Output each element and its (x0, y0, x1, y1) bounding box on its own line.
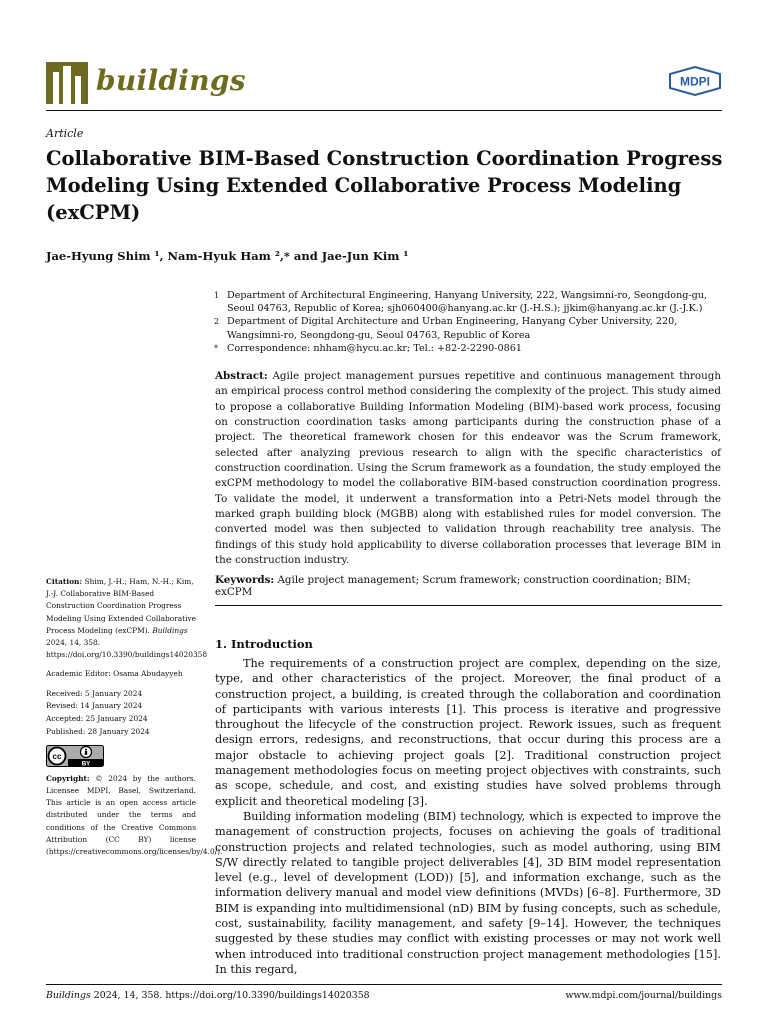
copyright-text: © 2024 by the authors. Licensee MDPI, Basel, Switzerland. This article is an open access article distributed under the terms and conditions of the Creative Commons Attribution (CC BY) license (https://creativecommons.org/licenses/by/4.0/). (46, 773, 223, 857)
footer-divider (46, 984, 722, 985)
article-title: Collaborative BIM-Based Construction Coordination Progress Modeling Using Extended Collaborative Process Modeling (exCPM) (46, 147, 723, 224)
cc-by-license-icon[interactable] (46, 745, 104, 767)
paragraph: Building information modeling (BIM) technology, which is expected to improve the management of construction projects, focuses on achieving the goals of traditional construction projects and related technologies, such as model authoring, using BIM S/W directly related to tangible project deliverables [4], 3D BIM model representation level (e.g., level of development (LOD)) [5], and information exchange, such as the information delivery manual and model view definitions (MVDs) [6–8]. Furthermore, 3D BIM is expanding into multidimensional (nD) BIM by fusing concepts, such as schedule, cost, sustainability, facility management, and safety [9–14]. However, the techniques suggested by these studies may conflict with existing processes or may not work well when introduced into traditional construction project management methodologies [15]. In this regard, (215, 809, 721, 976)
introduction-body (215, 656, 721, 977)
affiliation-marker: 2 (214, 317, 220, 327)
svg-text:cc: cc (52, 751, 62, 761)
affiliation-text: Department of Digital Architecture and Urban Engineering, Hanyang Cyber University, 220, Wangsimni-ro, Seongdong-gu, Seoul 04763, Republic of Korea (227, 316, 678, 341)
keywords-text: Agile project management; Scrum framework; construction coordination; BIM; exCPM (215, 574, 691, 598)
affiliation-marker: * (214, 343, 218, 353)
author-list: Jae-Hyung Shim ¹, Nam-Hyuk Ham ²,* and Jae-Jun Kim ¹ (46, 249, 409, 263)
published-date: Published: 28 January 2024 (46, 727, 150, 737)
editor-label: Academic Editor: (46, 669, 111, 679)
footer-citation (46, 990, 370, 1001)
affiliation-text: Department of Architectural Engineering, Hanyang University, 222, Wangsimni-ro, Seongdong-gu, Seoul 04763, Republic of Korea; sjh060400@hanyang.ac.kr (J.-H.S.); jjkim@hanyang.ac.kr (J.-J.K.) (227, 290, 707, 315)
buildings-journal-logo (46, 62, 88, 104)
academic-editor (46, 668, 196, 680)
correspondence-text: Correspondence: nhham@hycu.ac.kr; Tel.: +82-2-2290-0861 (227, 342, 522, 354)
abstract-divider (215, 605, 722, 606)
citation-doi: 2024, 14, 358. https://doi.org/10.3390/buildings14020358 (46, 638, 208, 660)
accepted-date: Accepted: 25 January 2024 (46, 714, 148, 724)
citation-text: Shim, J.-H.; Ham, N.-H.; Kim, J.-J. Collaborative BIM-Based Construction Coordination Progress Modeling Using Extended Collaborative Process Modeling (exCPM). (46, 577, 197, 635)
copyright-label: Copyright: (46, 773, 90, 783)
mdpi-logo (667, 66, 723, 96)
citation-journal: Buildings (152, 625, 188, 635)
copyright-notice (46, 773, 223, 858)
affiliation-1 (214, 289, 729, 315)
article-info-sidebar (46, 576, 223, 858)
received-date: Received: 5 January 2024 (46, 688, 143, 698)
header-divider (46, 110, 722, 111)
citation (46, 576, 208, 661)
license-badge-text: BY (81, 760, 91, 767)
revised-date: Revised: 14 January 2024 (46, 701, 143, 711)
footer-journal: Buildings (46, 990, 91, 1001)
article-dates (46, 688, 196, 739)
abstract-text: Agile project management pursues repetitive and continuous management through an empirical process control method considering the complexity of the project. This study aimed to propose a collaborative Building Information Modeling (BIM)-based work process, focusing on construction coordination tasks among participants during the construction phase of a project. The theoretical framework chosen for this endeavor was the Scrum framework, selected after analyzing previous research to align with the specific characteristics of construction coordination. Using the Scrum framework as a foundation, the study employed the exCPM methodology to model the collaborative BIM-based construction coordination progress. To validate the model, it underwent a transformation into a Petri-Nets model through the marked graph building block (MGBB) along with established rules for model conversion. The converted model was then subjected to validation through reachability tree analysis. The findings of this study hold applicability to diverse collaboration processes that leverage BIM in the construction industry. (215, 370, 721, 567)
citation-label: Citation: (46, 577, 83, 586)
editor-name: Osama Abudayyeh (113, 669, 183, 679)
journal-name: buildings (96, 64, 246, 97)
section-heading: 1. Introduction (215, 637, 313, 651)
correspondence (214, 342, 729, 355)
keywords (215, 574, 721, 598)
article-type: Article (46, 127, 84, 140)
paragraph: The requirements of a construction project are complex, depending on the size, type, and other characteristics of the project. Moreover, the final product of a construction project, a building, is created through the collaboration and coordination of participants with various interests [1]. This process is iterative and progressive throughout the lifecycle of the construction project. Rework issues, such as frequent design errors, redesigns, and reconstructions, that occur during this process are a major obstacle to achieving project goals [2]. Traditional construction project management methodologies focus on meeting project objectives with constraints, such as scope, schedule, and cost, and existing studies have solved problems through explicit and theoretical modeling [3]. (215, 657, 721, 808)
affiliation-2 (214, 315, 729, 341)
footer-journal-url[interactable]: www.mdpi.com/journal/buildings (565, 990, 722, 1001)
affiliation-marker: 1 (214, 291, 220, 300)
publisher-name: MDPI (680, 74, 710, 89)
affiliations (214, 289, 729, 355)
keywords-label: Keywords: (215, 574, 275, 586)
abstract-label: Abstract: (215, 370, 268, 382)
footer-doi: 2024, 14, 358. https://doi.org/10.3390/buildings14020358 (93, 990, 370, 1001)
abstract (215, 369, 721, 568)
